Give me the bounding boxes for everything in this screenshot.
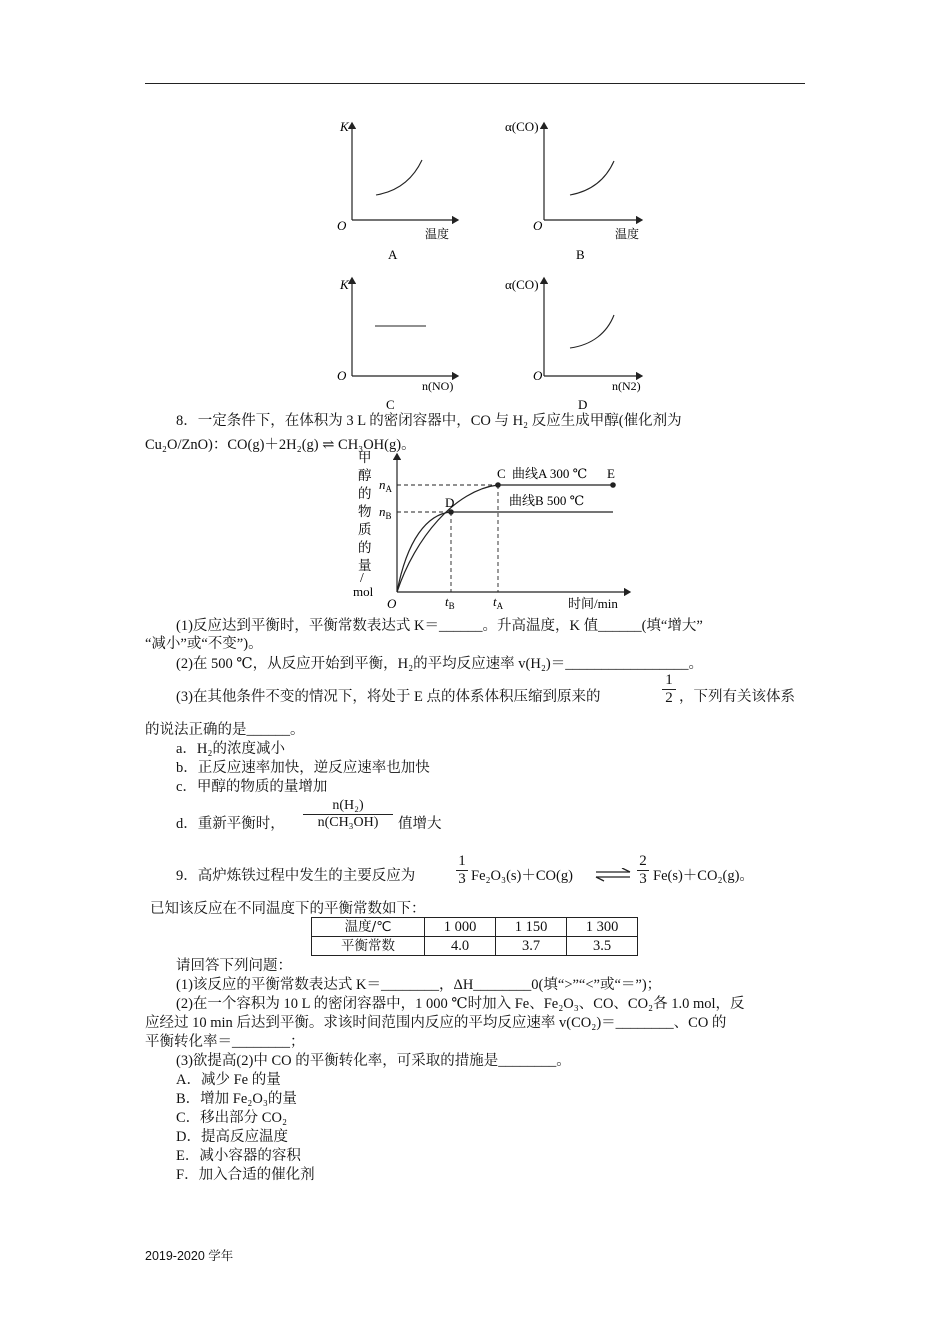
- fraction-ratio: [303, 798, 393, 831]
- q8-opt-d-post: 值增大: [398, 816, 442, 832]
- curve-b-line: [397, 512, 613, 592]
- q9-option: C．移出部分 CO₂: [176, 1110, 287, 1126]
- ylabel-c: K: [340, 277, 349, 292]
- q9-option: F．加入合适的催化剂: [176, 1167, 315, 1183]
- point-e: [610, 482, 616, 488]
- fraction-two-thirds: [637, 853, 649, 888]
- q9-option: B．增加 Fe₂O₃的量: [176, 1091, 297, 1107]
- point-c: [495, 482, 501, 488]
- q9-ask: 请回答下列问题：: [176, 958, 292, 974]
- ylabel-b: α(CO): [505, 119, 539, 134]
- q8-p1a: (1)反应达到平衡时，平衡常数表达式 K＝______。升高温度，K 值______(填“增大”: [176, 618, 703, 634]
- origin-b: O: [533, 218, 543, 233]
- q8-line2: Cu₂O/ZnO)：CO(g)＋2H₂(g) ⇌ CH₃OH(g)。: [145, 437, 416, 453]
- frac-num: 1: [458, 853, 466, 869]
- q9-option: A．减少 Fe 的量: [176, 1072, 281, 1088]
- table-row: [312, 918, 638, 937]
- q9-tail: Fe(s)＋CO₂(g)。: [653, 868, 754, 884]
- table-cell: 1 150: [496, 918, 567, 937]
- ylabel-char: 物: [358, 504, 372, 519]
- xlabel-c: n(NO): [422, 379, 454, 393]
- ratio-den: n(CH₃OH): [303, 814, 393, 831]
- fraction-half: [662, 672, 676, 707]
- q8-opt-b: b．正反应速率加快，逆反应速率也加快: [176, 760, 430, 776]
- ylabel-char: 的: [358, 540, 372, 555]
- q9-p2a: (2)在一个容积为 10 L 的密闭容器中，1 000 ℃时加入 Fe、Fe₂O₃、CO、CO₂各 1.0 mol，反: [176, 996, 745, 1012]
- ylabel-unit: mol: [353, 584, 374, 599]
- table-cell: 1 300: [567, 918, 638, 937]
- label-nb: $n_B$: [379, 504, 392, 521]
- equilibrium-arrow: [594, 868, 634, 882]
- graph-b: [505, 119, 642, 262]
- ylabel-char: 甲: [358, 450, 372, 465]
- frac-num: 1: [665, 672, 673, 688]
- ylabel-a: K: [340, 119, 349, 134]
- ylabel-char: /: [360, 570, 364, 585]
- ylabel-char: 量: [358, 558, 372, 573]
- fraction-third: [456, 853, 468, 888]
- letter-a: A: [388, 247, 398, 262]
- xlabel-d: n(N2): [612, 379, 641, 393]
- ylabel-char: 质: [358, 522, 372, 537]
- table-row: [312, 937, 638, 956]
- q8-opt-c: c．甲醇的物质的量增加: [176, 779, 328, 795]
- q8-p1b: “减小”或“不变”)。: [145, 636, 263, 652]
- q9-known: 已知该反应在不同温度下的平衡常数如下：: [150, 901, 426, 917]
- ylabel-d: α(CO): [505, 277, 539, 292]
- label-ta: $t_A$: [493, 594, 504, 611]
- frac-den: 3: [456, 870, 468, 888]
- table-head: 温度/℃: [312, 918, 425, 937]
- q9-lead: 9．高炉炼铁过程中发生的主要反应为: [176, 868, 416, 884]
- origin-d: O: [533, 368, 543, 383]
- origin-a: O: [337, 218, 347, 233]
- letter-c: C: [386, 397, 395, 412]
- point-d: [448, 509, 454, 515]
- table-cell: 3.5: [567, 937, 638, 956]
- frac-den: 3: [637, 870, 649, 888]
- graph-d: [505, 277, 642, 412]
- q9-p3: (3)欲提高(2)中 CO 的平衡转化率，可采取的措施是________。: [176, 1053, 571, 1069]
- graph-a: [337, 119, 458, 262]
- header-rule: [145, 83, 805, 84]
- frac-den: 2: [662, 689, 676, 707]
- curve-a-label: 曲线A 300 ℃: [512, 466, 588, 481]
- curve-b: [570, 161, 614, 195]
- label-tb: $t_B$: [445, 594, 455, 611]
- q9-p2b: 应经过 10 min 后达到平衡。求该时间范围内反应的平均反应速率 v(CO₂)＝________、CO 的: [145, 1015, 727, 1031]
- letter-b: B: [576, 247, 585, 262]
- curve-a: [376, 160, 422, 195]
- ylabel-char: 的: [358, 486, 372, 501]
- table-cell: 1 000: [425, 918, 496, 937]
- curve-b-label: 曲线B 500 ℃: [509, 493, 585, 508]
- label-e: E: [607, 466, 615, 481]
- q9-option: D．提高反应温度: [176, 1129, 288, 1145]
- origin-c: O: [337, 368, 347, 383]
- curve-d: [570, 315, 614, 348]
- table-head: 平衡常数: [312, 937, 425, 956]
- q9-p1: (1)该反应的平衡常数表达式 K＝________，ΔH________0(填“>”“<”或“＝”)；: [176, 977, 662, 993]
- xlabel-b: 温度: [615, 227, 640, 241]
- footer-year: 2019-2020 学年: [145, 1249, 234, 1263]
- ylabel-char: 醇: [358, 468, 372, 483]
- letter-d: D: [578, 397, 588, 412]
- table-cell: 3.7: [496, 937, 567, 956]
- equilibrium-table: [311, 917, 638, 956]
- xlabel-8: 时间/min: [568, 596, 618, 611]
- q9-option: E．减小容器的容积: [176, 1148, 301, 1164]
- label-d: D: [445, 495, 455, 510]
- q8-line1: 8．一定条件下，在体积为 3 L 的密闭容器中，CO 与 H₂ 反应生成甲醇(催化剂为: [176, 413, 682, 429]
- frac-num: 2: [639, 853, 647, 869]
- q8-graph: [345, 450, 645, 615]
- q8-opt-d-pre: d．重新平衡时，: [176, 816, 285, 832]
- q9-mid: Fe₂O₃(s)＋CO(g): [471, 868, 573, 884]
- q8-opt-a: a．H₂的浓度减小: [176, 741, 285, 757]
- origin-8: O: [387, 596, 397, 611]
- label-na: $n_A$: [379, 477, 392, 494]
- q8-p2: (2)在 500 ℃，从反应开始到平衡，H₂的平均反应速率 v(H₂)＝_________________。: [176, 656, 703, 672]
- q8-p3a: (3)在其他条件不变的情况下，将处于 E 点的体系体积压缩到原来的: [176, 689, 601, 705]
- label-c: C: [497, 466, 506, 481]
- small-graphs: [330, 115, 660, 415]
- q8-p3b: ，下列有关该体系: [679, 689, 795, 705]
- table-cell: 4.0: [425, 937, 496, 956]
- q8-p3c: 的说法正确的是______。: [145, 722, 305, 738]
- xlabel-a: 温度: [425, 227, 450, 241]
- q9-p2c: 平衡转化率＝________；: [145, 1034, 305, 1050]
- ratio-num: n(H₂): [332, 798, 364, 813]
- graph-c: [337, 277, 458, 412]
